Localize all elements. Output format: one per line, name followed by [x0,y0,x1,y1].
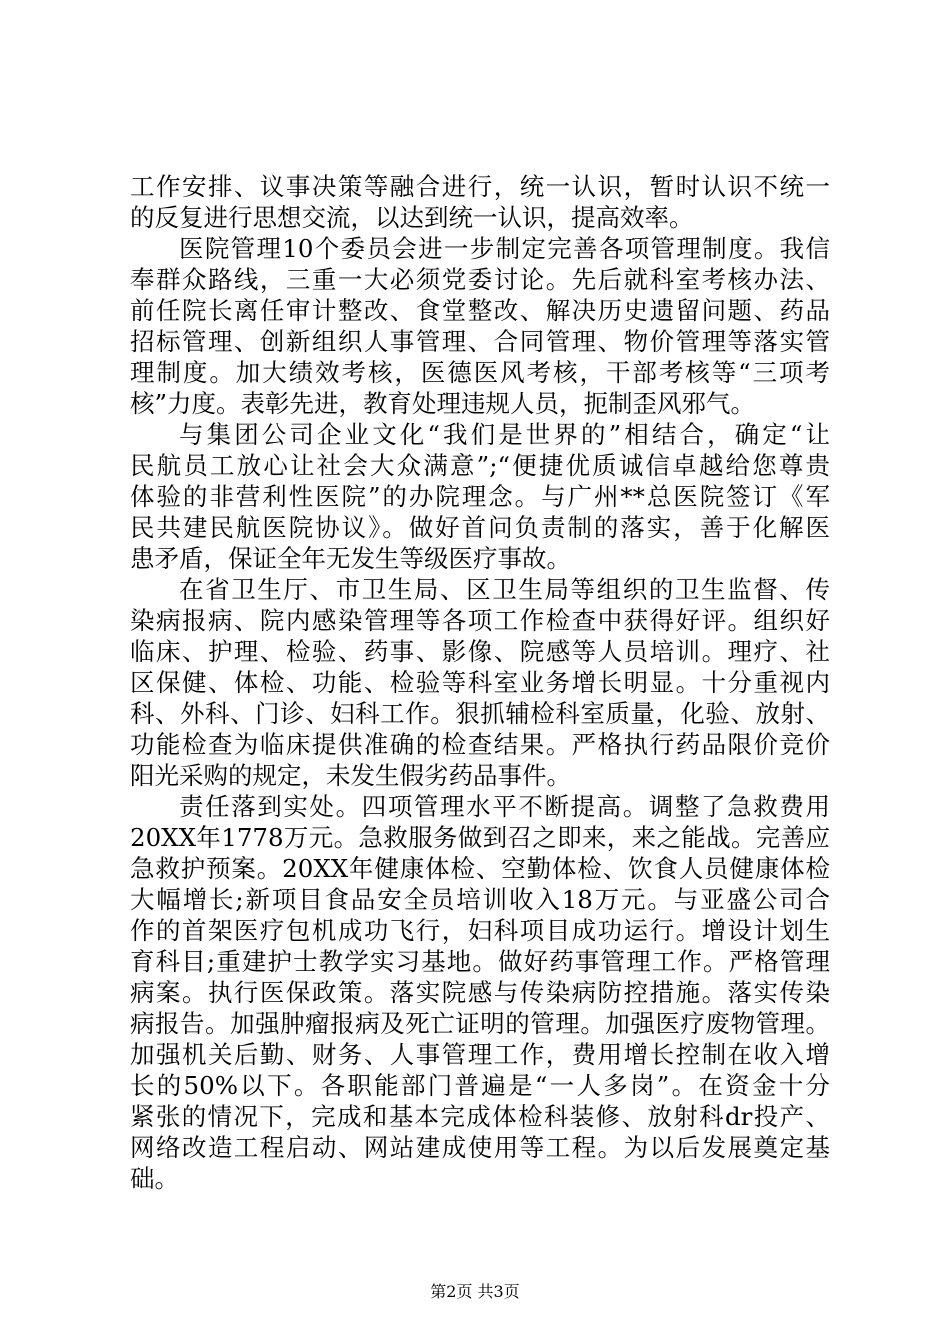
paragraph-corporate-culture [130,419,830,574]
text-line: 大幅增长;新项目食品安全员培训收入18万元。与亚盛公司合 [130,885,830,914]
text-line: 核”力度。表彰先进，教育处理违规人员，扼制歪风邪气。 [130,389,756,418]
text-line: 染病报病、院内感染管理等各项工作检查中获得好评。组织好 [130,606,830,635]
text-line: 网络改造工程启动、网站建成使用等工程。为以后发展奠定基 [130,1133,830,1162]
paragraph-responsibilities [130,791,830,1194]
text-line: 作的首架医疗包机成功飞行，妇科项目成功运行。增设计划生 [130,916,830,945]
text-line: 临床、护理、检验、药事、影像、院感等人员培训。理疗、社 [130,637,830,666]
text-line: 招标管理、创新组织人事管理、合同管理、物价管理等落实管 [130,327,830,356]
text-line: 患矛盾，保证全年无发生等级医疗事故。 [130,544,571,573]
text-line: 病案。执行医保政策。落实院感与传染病防控措施。落实传染 [130,978,830,1007]
text-line: 民共建民航医院协议》。做好首问负责制的落实，善于化解医 [130,513,830,542]
paragraph-management-committees [130,233,830,419]
text-line: 加强机关后勤、财务、人事管理工作，费用增长控制在收入增 [130,1040,830,1069]
text-line: 紧张的情况下，完成和基本完成体检科装修、放射科dr投产、 [130,1102,830,1131]
text-line: 医院管理10个委员会进一步制定完善各项管理制度。我信 [179,234,830,263]
text-line: 功能检查为临床提供准确的检查结果。严格执行药品限价竞价 [130,730,830,759]
text-line: 责任落到实处。四项管理水平不断提高。调整了急救费用 [179,792,830,821]
text-line: 民航员工放心让社会大众满意”;“便捷优质诚信卓越给您尊贵 [130,451,830,480]
page-number-footer: 第2页 共3页 [430,1282,520,1301]
text-line: 体验的非营利性医院”的办院理念。与广州**总医院签订《军 [130,482,830,511]
text-line: 长的50%以下。各职能部门普遍是“一人多岗”。在资金十分 [130,1071,830,1100]
paragraph-inspections-training [130,574,830,791]
text-line: 础。 [130,1164,179,1193]
text-line: 科、外科、门诊、妇科工作。狠抓辅检科室质量，化验、放射、 [130,699,830,728]
document-body [130,171,830,1194]
text-line: 育科目;重建护士教学实习基地。做好药事管理工作。严格管理 [130,947,830,976]
text-line: 病报告。加强肿瘤报病及死亡证明的管理。加强医疗废物管理。 [130,1009,830,1038]
text-line: 在省卫生厅、市卫生局、区卫生局等组织的卫生监督、传 [179,575,830,604]
text-line: 急救护预案。20XX年健康体检、空勤体检、饮食人员健康体检 [130,854,830,883]
text-line: 20XX年1778万元。急救服务做到召之即来，来之能战。完善应 [130,823,830,852]
text-line: 区保健、体检、功能、检验等科室业务增长明显。十分重视内 [130,668,830,697]
text-line: 理制度。加大绩效考核，医德医风考核，干部考核等“三项考 [130,358,830,387]
paragraph-continuation [130,171,830,233]
text-line: 与集团公司企业文化“我们是世界的”相结合，确定“让 [179,420,830,449]
text-line: 阳光采购的规定，未发生假劣药品事件。 [130,761,571,790]
text-line: 奉群众路线，三重一大必须党委讨论。先后就科室考核办法、 [130,265,830,294]
text-line: 工作安排、议事决策等融合进行，统一认识，暂时认识不统一 [130,172,830,201]
text-line: 前任院长离任审计整改、食堂整改、解决历史遗留问题、药品 [130,296,830,325]
text-line: 的反复进行思想交流，以达到统一认识，提高效率。 [130,203,694,232]
